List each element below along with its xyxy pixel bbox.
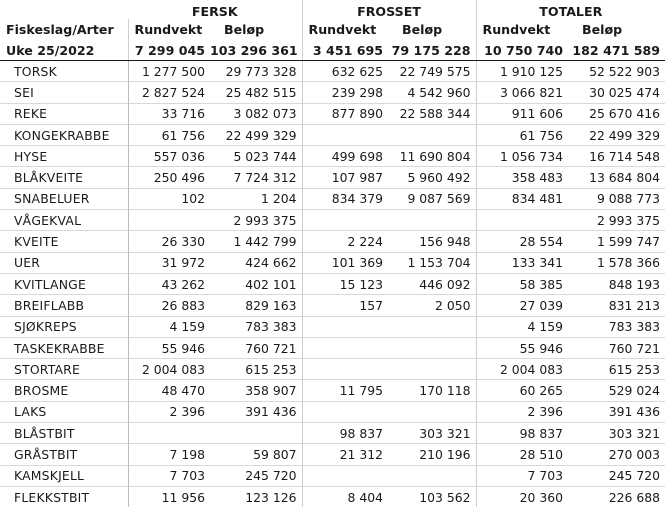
column-header-row — [0, 19, 665, 40]
cell-fersk-rundvekt: 7 198 — [128, 444, 210, 465]
cell-frosset-belop — [388, 401, 476, 422]
cell-fersk-belop: 123 126 — [210, 486, 302, 507]
cell-frosset-rundvekt: 632 625 — [302, 61, 388, 82]
cell-fersk-rundvekt: 48 470 — [128, 380, 210, 401]
cell-frosset-rundvekt — [302, 210, 388, 231]
cell-fersk-rundvekt: 2 004 083 — [128, 359, 210, 380]
table-row — [0, 103, 665, 124]
cell-frosset-rundvekt: 11 795 — [302, 380, 388, 401]
cell-total-rundvekt: 60 265 — [476, 380, 568, 401]
cell-total-rundvekt: 2 396 — [476, 401, 568, 422]
cell-fersk-rundvekt: 1 277 500 — [128, 61, 210, 82]
group-header-fersk: FERSK — [128, 0, 302, 19]
cell-frosset-belop: 170 118 — [388, 380, 476, 401]
cell-fersk-rundvekt — [128, 423, 210, 444]
table-row — [0, 401, 665, 422]
cell-total-belop: 303 321 — [568, 423, 665, 444]
cell-species: BLÅSTBIT — [0, 423, 128, 444]
table-row — [0, 188, 665, 209]
table-row — [0, 273, 665, 294]
table-row — [0, 146, 665, 167]
column-header-total-rundvekt: Rundvekt — [476, 19, 568, 40]
table-row — [0, 316, 665, 337]
cell-total-rundvekt: 1 910 125 — [476, 61, 568, 82]
cell-species: KONGEKRABBE — [0, 124, 128, 145]
cell-fersk-belop: 391 436 — [210, 401, 302, 422]
cell-frosset-belop: 9 087 569 — [388, 188, 476, 209]
species-rows — [0, 61, 665, 507]
cell-fersk-rundvekt: 4 159 — [128, 316, 210, 337]
column-header-species: Fiskeslag/Arter — [0, 19, 128, 40]
cell-frosset-rundvekt: 157 — [302, 295, 388, 316]
cell-frosset-rundvekt: 834 379 — [302, 188, 388, 209]
cell-total-belop: 245 720 — [568, 465, 665, 486]
cell-total-belop: 270 003 — [568, 444, 665, 465]
cell-frosset-belop: 103 562 — [388, 486, 476, 507]
cell-total-rundvekt: 3 066 821 — [476, 82, 568, 103]
cell-frosset-belop — [388, 337, 476, 358]
cell-total-belop: 831 213 — [568, 295, 665, 316]
cell-fersk-rundvekt: 26 330 — [128, 231, 210, 252]
cell-frosset-rundvekt: 15 123 — [302, 273, 388, 294]
cell-total-belop: 9 088 773 — [568, 188, 665, 209]
table-row — [0, 423, 665, 444]
cell-fersk-rundvekt: 557 036 — [128, 146, 210, 167]
cell-fersk-belop: 2 993 375 — [210, 210, 302, 231]
table-row — [0, 337, 665, 358]
cell-frosset-rundvekt — [302, 401, 388, 422]
cell-total-rundvekt: 58 385 — [476, 273, 568, 294]
column-header-frosset-rundvekt: Rundvekt — [302, 19, 388, 40]
column-header-fersk-belop: Beløp — [210, 19, 302, 40]
cell-frosset-rundvekt — [302, 316, 388, 337]
cell-fersk-belop: 1 204 — [210, 188, 302, 209]
cell-total-belop: 13 684 804 — [568, 167, 665, 188]
cell-total-rundvekt: 20 360 — [476, 486, 568, 507]
cell-total-rundvekt: 7 703 — [476, 465, 568, 486]
cell-frosset-belop: 210 196 — [388, 444, 476, 465]
cell-fersk-rundvekt — [128, 210, 210, 231]
cell-total-rundvekt: 133 341 — [476, 252, 568, 273]
column-header-frosset-belop: Beløp — [388, 19, 476, 40]
cell-fersk-belop: 5 023 744 — [210, 146, 302, 167]
cell-fersk-rundvekt: 43 262 — [128, 273, 210, 294]
cell-total-rundvekt: 834 481 — [476, 188, 568, 209]
table-row — [0, 380, 665, 401]
total-fersk-rundvekt: 7 299 045 — [128, 40, 210, 61]
cell-total-belop: 760 721 — [568, 337, 665, 358]
table-row — [0, 61, 665, 82]
cell-total-rundvekt: 1 056 734 — [476, 146, 568, 167]
cell-total-rundvekt: 4 159 — [476, 316, 568, 337]
table-row — [0, 295, 665, 316]
cell-species: TORSK — [0, 61, 128, 82]
cell-species: KVEITE — [0, 231, 128, 252]
cell-fersk-belop: 358 907 — [210, 380, 302, 401]
cell-fersk-rundvekt: 61 756 — [128, 124, 210, 145]
cell-frosset-belop: 11 690 804 — [388, 146, 476, 167]
cell-species: HYSE — [0, 146, 128, 167]
column-header-fersk-rundvekt: Rundvekt — [128, 19, 210, 40]
group-header-row — [0, 0, 665, 19]
cell-total-belop: 2 993 375 — [568, 210, 665, 231]
cell-frosset-rundvekt: 101 369 — [302, 252, 388, 273]
cell-frosset-belop: 2 050 — [388, 295, 476, 316]
table-row — [0, 486, 665, 507]
cell-frosset-belop: 446 092 — [388, 273, 476, 294]
cell-frosset-belop: 22 749 575 — [388, 61, 476, 82]
cell-frosset-rundvekt: 21 312 — [302, 444, 388, 465]
cell-fersk-belop — [210, 423, 302, 444]
cell-frosset-rundvekt: 8 404 — [302, 486, 388, 507]
cell-frosset-rundvekt — [302, 359, 388, 380]
cell-frosset-belop — [388, 210, 476, 231]
cell-fersk-belop: 7 724 312 — [210, 167, 302, 188]
table-row — [0, 82, 665, 103]
cell-frosset-belop: 303 321 — [388, 423, 476, 444]
cell-total-belop: 783 383 — [568, 316, 665, 337]
cell-species: GRÅSTBIT — [0, 444, 128, 465]
cell-total-belop: 16 714 548 — [568, 146, 665, 167]
cell-frosset-belop — [388, 316, 476, 337]
cell-frosset-belop: 1 153 704 — [388, 252, 476, 273]
cell-fersk-belop: 424 662 — [210, 252, 302, 273]
cell-frosset-rundvekt: 239 298 — [302, 82, 388, 103]
cell-species: BROSME — [0, 380, 128, 401]
cell-fersk-rundvekt: 55 946 — [128, 337, 210, 358]
cell-frosset-rundvekt: 499 698 — [302, 146, 388, 167]
cell-total-belop: 1 578 366 — [568, 252, 665, 273]
cell-species: REKE — [0, 103, 128, 124]
cell-total-rundvekt: 28 554 — [476, 231, 568, 252]
cell-fersk-belop: 615 253 — [210, 359, 302, 380]
cell-fersk-belop: 1 442 799 — [210, 231, 302, 252]
cell-total-belop: 52 522 903 — [568, 61, 665, 82]
cell-fersk-belop: 245 720 — [210, 465, 302, 486]
cell-species: TASKEKRABBE — [0, 337, 128, 358]
cell-frosset-belop: 5 960 492 — [388, 167, 476, 188]
cell-species: SJØKREPS — [0, 316, 128, 337]
cell-fersk-belop: 402 101 — [210, 273, 302, 294]
table-row — [0, 359, 665, 380]
cell-total-belop: 391 436 — [568, 401, 665, 422]
total-fersk-belop: 103 296 361 — [210, 40, 302, 61]
cell-fersk-belop: 3 082 073 — [210, 103, 302, 124]
column-header-total-belop: Beløp — [568, 19, 665, 40]
cell-frosset-belop — [388, 359, 476, 380]
total-belop: 182 471 589 — [568, 40, 665, 61]
table-row — [0, 210, 665, 231]
cell-species: BREIFLABB — [0, 295, 128, 316]
cell-frosset-rundvekt: 98 837 — [302, 423, 388, 444]
cell-total-rundvekt: 55 946 — [476, 337, 568, 358]
group-header-empty — [0, 0, 128, 19]
cell-species: KAMSKJELL — [0, 465, 128, 486]
cell-species: LAKS — [0, 401, 128, 422]
cell-total-belop: 1 599 747 — [568, 231, 665, 252]
cell-fersk-rundvekt: 26 883 — [128, 295, 210, 316]
cell-total-rundvekt: 28 510 — [476, 444, 568, 465]
cell-frosset-belop — [388, 124, 476, 145]
cell-total-rundvekt: 98 837 — [476, 423, 568, 444]
cell-fersk-rundvekt: 11 956 — [128, 486, 210, 507]
cell-species: UER — [0, 252, 128, 273]
cell-fersk-belop: 760 721 — [210, 337, 302, 358]
table-row — [0, 231, 665, 252]
cell-frosset-rundvekt — [302, 337, 388, 358]
cell-fersk-rundvekt: 102 — [128, 188, 210, 209]
cell-species: VÅGEKVAL — [0, 210, 128, 231]
cell-species: SNABELUER — [0, 188, 128, 209]
cell-total-belop: 30 025 474 — [568, 82, 665, 103]
week-label: Uke 25/2022 — [0, 40, 128, 61]
cell-total-belop: 22 499 329 — [568, 124, 665, 145]
cell-frosset-rundvekt — [302, 124, 388, 145]
table-row — [0, 465, 665, 486]
cell-total-rundvekt: 27 039 — [476, 295, 568, 316]
cell-total-belop: 226 688 — [568, 486, 665, 507]
table-row — [0, 444, 665, 465]
cell-frosset-belop — [388, 465, 476, 486]
cell-fersk-belop: 59 807 — [210, 444, 302, 465]
cell-fersk-belop: 783 383 — [210, 316, 302, 337]
cell-frosset-rundvekt: 2 224 — [302, 231, 388, 252]
cell-total-rundvekt: 61 756 — [476, 124, 568, 145]
cell-species: KVITLANGE — [0, 273, 128, 294]
cell-total-rundvekt — [476, 210, 568, 231]
table-row — [0, 252, 665, 273]
cell-frosset-belop: 156 948 — [388, 231, 476, 252]
total-frosset-belop: 79 175 228 — [388, 40, 476, 61]
cell-fersk-belop: 29 773 328 — [210, 61, 302, 82]
cell-fersk-belop: 829 163 — [210, 295, 302, 316]
cell-fersk-rundvekt: 31 972 — [128, 252, 210, 273]
cell-total-belop: 615 253 — [568, 359, 665, 380]
cell-species: BLÅKVEITE — [0, 167, 128, 188]
cell-fersk-rundvekt: 7 703 — [128, 465, 210, 486]
table-row — [0, 124, 665, 145]
cell-frosset-belop: 22 588 344 — [388, 103, 476, 124]
cell-fersk-rundvekt: 33 716 — [128, 103, 210, 124]
cell-species: SEI — [0, 82, 128, 103]
table-row — [0, 167, 665, 188]
cell-fersk-rundvekt: 2 396 — [128, 401, 210, 422]
cell-frosset-rundvekt: 877 890 — [302, 103, 388, 124]
cell-fersk-belop: 22 499 329 — [210, 124, 302, 145]
cell-total-rundvekt: 911 606 — [476, 103, 568, 124]
cell-frosset-belop: 4 542 960 — [388, 82, 476, 103]
cell-species: STORTARE — [0, 359, 128, 380]
cell-frosset-rundvekt — [302, 465, 388, 486]
cell-fersk-belop: 25 482 515 — [210, 82, 302, 103]
cell-fersk-rundvekt: 2 827 524 — [128, 82, 210, 103]
cell-total-belop: 848 193 — [568, 273, 665, 294]
group-header-frosset: FROSSET — [302, 0, 476, 19]
cell-total-rundvekt: 2 004 083 — [476, 359, 568, 380]
group-header-totaler: TOTALER — [476, 0, 665, 19]
cell-species: FLEKKSTBIT — [0, 486, 128, 507]
cell-total-belop: 25 670 416 — [568, 103, 665, 124]
cell-total-rundvekt: 358 483 — [476, 167, 568, 188]
totals-row — [0, 40, 665, 61]
cell-frosset-rundvekt: 107 987 — [302, 167, 388, 188]
cell-total-belop: 529 024 — [568, 380, 665, 401]
total-rundvekt: 10 750 740 — [476, 40, 568, 61]
cell-fersk-rundvekt: 250 496 — [128, 167, 210, 188]
total-frosset-rundvekt: 3 451 695 — [302, 40, 388, 61]
